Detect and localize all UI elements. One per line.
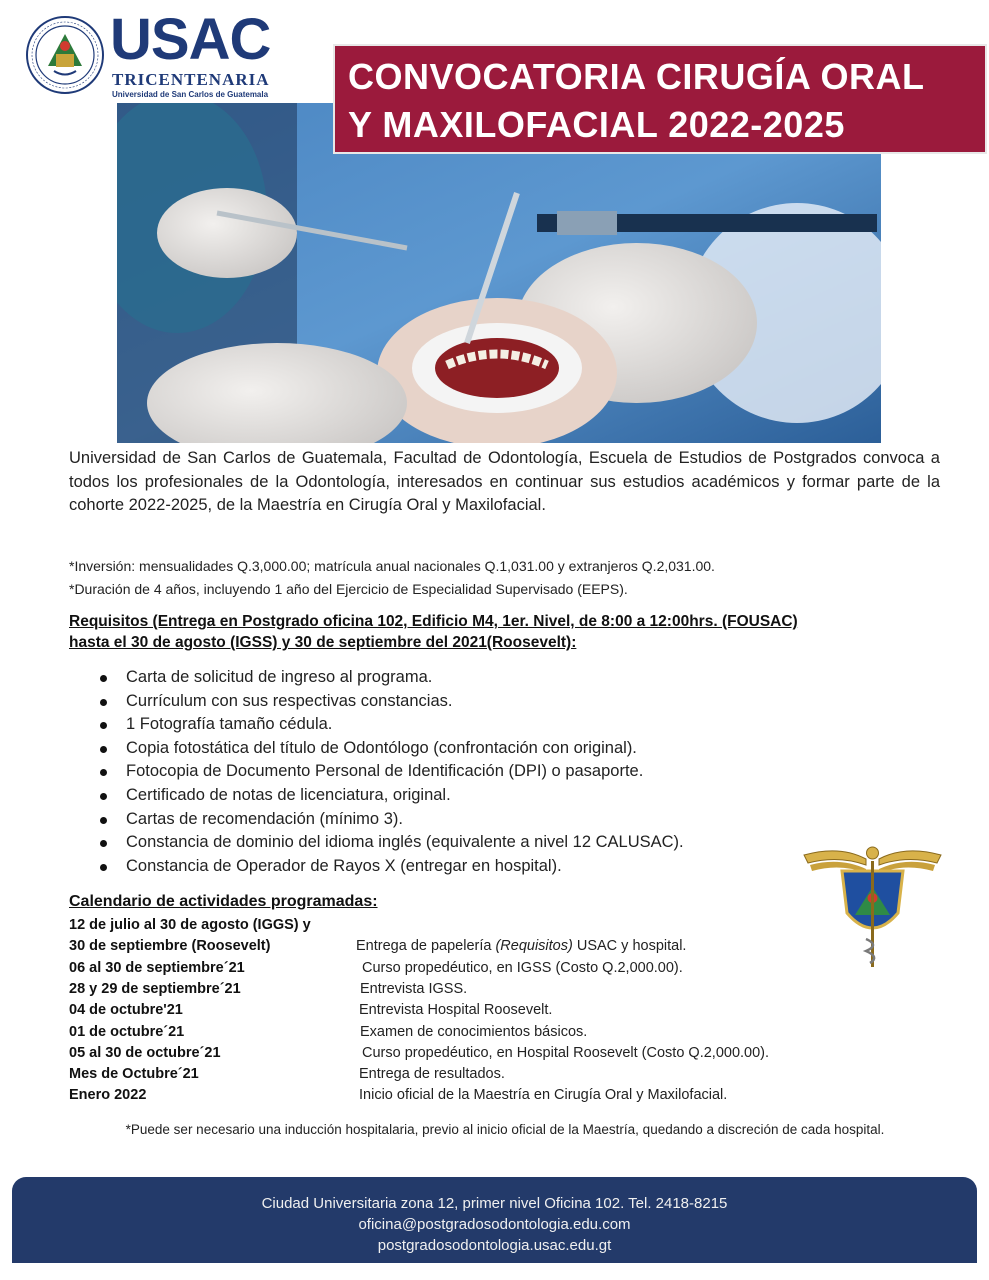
- list-item: Constancia de dominio del idioma inglés (equivalente a nivel 12 CALUSAC).: [98, 831, 684, 855]
- dentistry-emblem-logo: [800, 843, 945, 971]
- usac-seal-logo: [26, 16, 104, 94]
- intro-paragraph: Universidad de San Carlos de Guatemala, Facultad de Odontología, Escuela de Estudios de Postgrados convoca a todos los profesionales de la Odontología, interesados en continuar sus estudios académicos y formar parte de la cohorte 2022-2025, de la Maestría en Cirugía Oral y Maxilofacial.: [69, 449, 940, 514]
- calendar-activity: Inicio oficial de la Maestría en Cirugía Oral y Maxilofacial.: [359, 1087, 728, 1103]
- bullet-icon: [100, 722, 107, 729]
- calendar-date: Mes de Octubre´21: [69, 1066, 199, 1082]
- bullet-icon: [100, 769, 107, 776]
- tricentenaria-text: TRICENTENARIA: [112, 70, 270, 89]
- title-banner: [333, 44, 987, 154]
- calendar-date: 05 al 30 de octubre´21: [69, 1045, 221, 1061]
- usac-logo-text: USAC: [110, 7, 271, 72]
- bullet-icon: [100, 675, 107, 682]
- calendar-title: Calendario de actividades programadas:: [69, 893, 378, 910]
- footer-website[interactable]: postgradosodontologia.usac.edu.gt: [377, 1237, 612, 1254]
- bullet-icon: [100, 817, 107, 824]
- calendar-activity: Entrevista Hospital Roosevelt.: [359, 1002, 553, 1018]
- calendar-activity: Examen de conocimientos básicos.: [360, 1024, 588, 1040]
- calendar-date: 01 de octubre´21: [69, 1024, 185, 1040]
- calendar-date: 06 al 30 de septiembre´21: [69, 960, 245, 976]
- title-line-2: Y MAXILOFACIAL 2022-2025: [348, 104, 845, 145]
- requirements-title-line-1: Requisitos (Entrega en Postgrado oficina 102, Edificio M4, 1er. Nivel, de 8:00 a 12:00hrs. (FOUSAC): [69, 613, 798, 630]
- title-line-1: CONVOCATORIA CIRUGÍA ORAL: [348, 56, 925, 97]
- list-item: Copia fotostática del título de Odontólogo (confrontación con original).: [98, 737, 684, 761]
- requirements-title-line-2: hasta el 30 de agosto (IGSS) y 30 de septiembre del 2021(Roosevelt):: [69, 634, 577, 651]
- bullet-icon: [100, 864, 107, 871]
- list-item: Certificado de notas de licenciatura, original.: [98, 784, 684, 808]
- list-item: Currículum con sus respectivas constancias.: [98, 690, 684, 714]
- calendar-date: 28 y 29 de septiembre´21: [69, 981, 241, 997]
- list-item: Cartas de recomendación (mínimo 3).: [98, 808, 684, 832]
- surgery-photo: [117, 103, 881, 443]
- list-item: Fotocopia de Documento Personal de Identificación (DPI) o pasaporte.: [98, 760, 684, 784]
- duration-note: *Duración de 4 años, incluyendo 1 año del Ejercicio de Especialidad Supervisado (EEPS).: [69, 581, 628, 597]
- calendar-date: 04 de octubre'21: [69, 1002, 183, 1018]
- calendar-activity: Entrega de papelería (Requisitos) USAC y hospital.: [356, 938, 687, 954]
- bullet-icon: [100, 793, 107, 800]
- footer-address: Ciudad Universitaria zona 12, primer nivel Oficina 102. Tel. 2418-8215: [261, 1195, 728, 1212]
- list-item: 1 Fotografía tamaño cédula.: [98, 713, 684, 737]
- requirements-title: [69, 611, 949, 653]
- calendar-activity: Curso propedéutico, en Hospital Roosevelt (Costo Q.2,000.00).: [362, 1045, 770, 1061]
- footer-bar: [12, 1177, 977, 1263]
- bullet-icon: [100, 746, 107, 753]
- calendar-activity: Entrega de resultados.: [359, 1066, 505, 1082]
- list-item: Carta de solicitud de ingreso al programa.: [98, 666, 684, 690]
- footnote: *Puede ser necesario una inducción hospitalaria, previo al inicio oficial de la Maestría, quedando a discreción de cada hospital.: [125, 1122, 885, 1137]
- university-name: Universidad de San Carlos de Guatemala: [112, 90, 269, 99]
- requirements-list: [98, 666, 684, 878]
- bullet-icon: [100, 840, 107, 847]
- calendar-activity: Entrevista IGSS.: [360, 981, 468, 997]
- calendar-date: 30 de septiembre (Roosevelt): [69, 938, 271, 954]
- calendar-date: 12 de julio al 30 de agosto (IGGS) y: [69, 917, 311, 933]
- calendar-date: Enero 2022: [69, 1087, 147, 1103]
- list-item: Constancia de Operador de Rayos X (entregar en hospital).: [98, 855, 684, 879]
- investment-note: *Inversión: mensualidades Q.3,000.00; matrícula anual nacionales Q.1,031.00 y extranjeros Q.2,031.00.: [69, 558, 715, 574]
- bullet-icon: [100, 699, 107, 706]
- calendar-activity: Curso propedéutico, en IGSS (Costo Q.2,000.00).: [362, 960, 683, 976]
- footer-email[interactable]: oficina@postgradosodontologia.edu.com: [358, 1216, 631, 1233]
